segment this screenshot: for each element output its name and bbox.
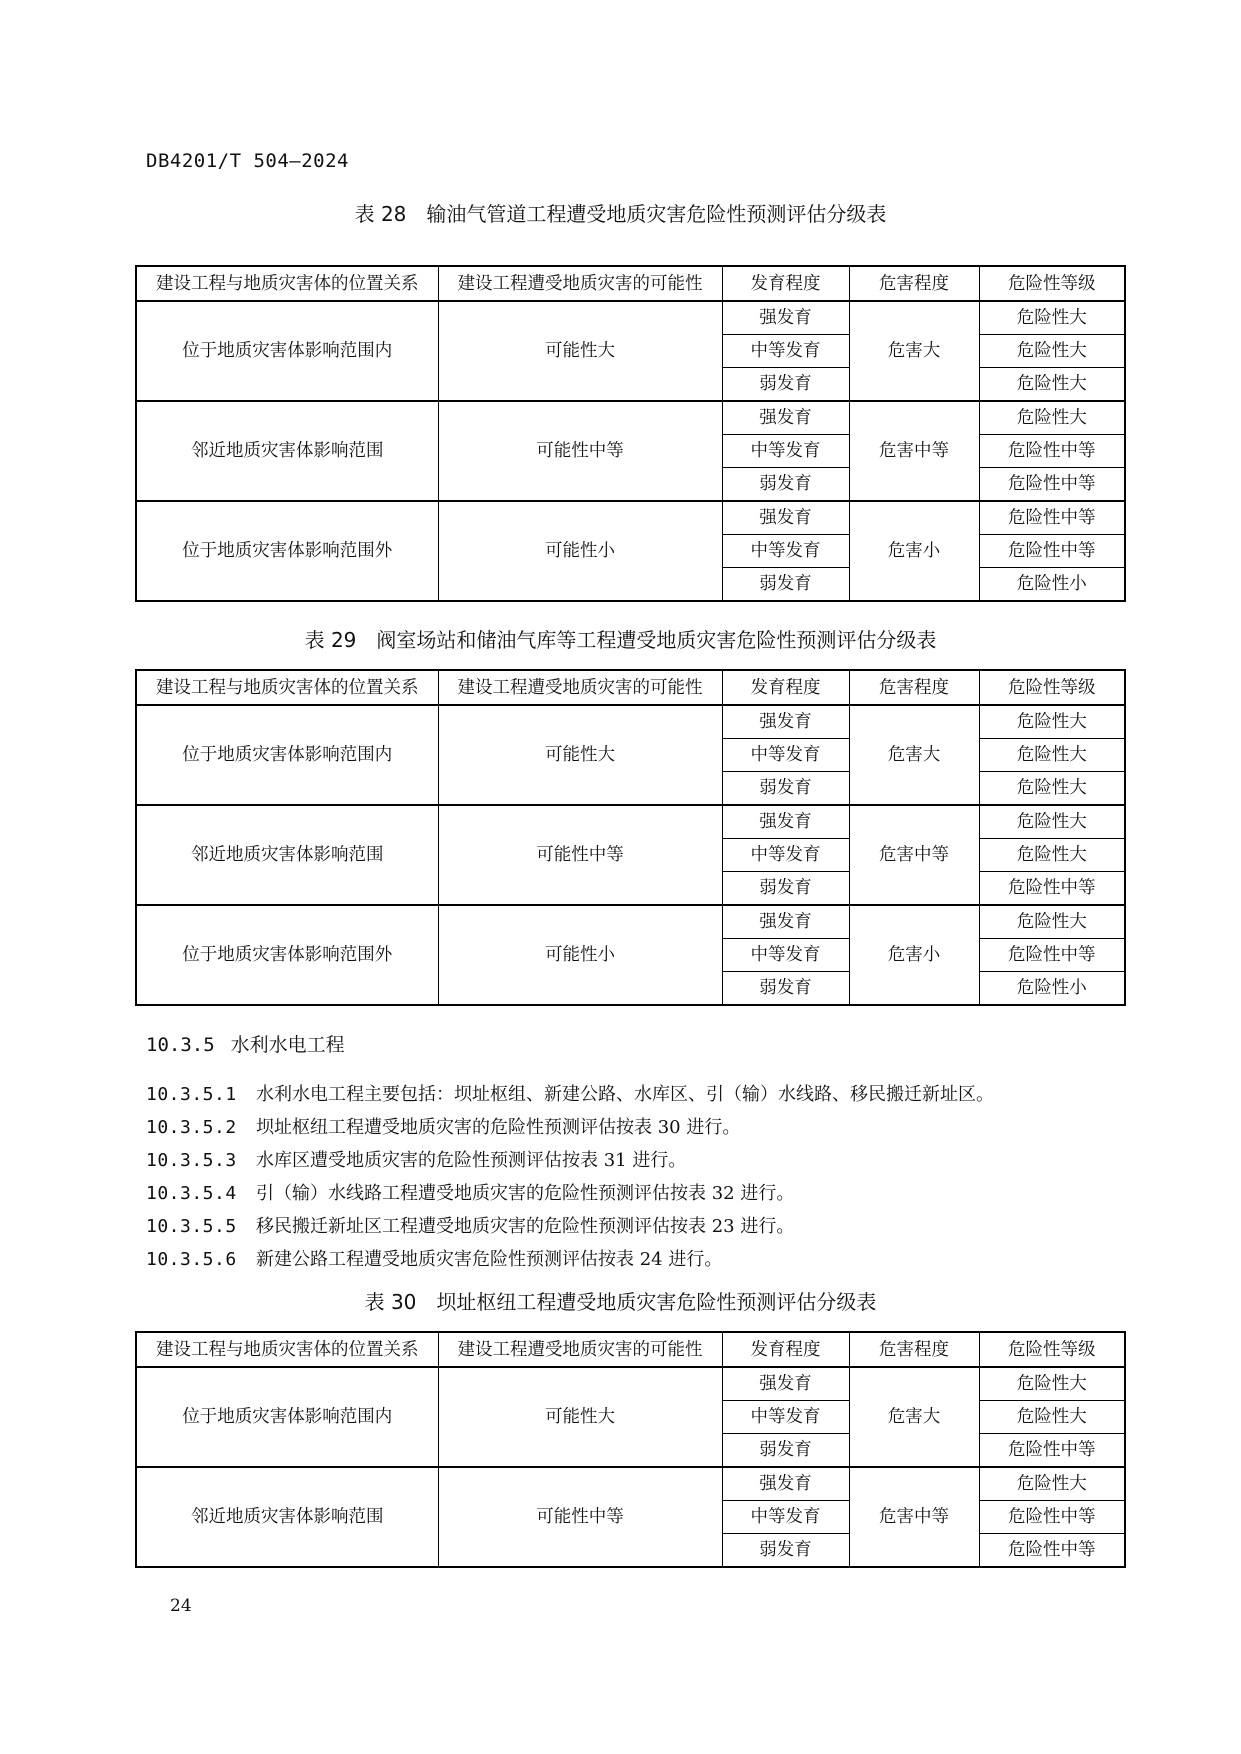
possibility-cell: 可能性中等: [438, 1467, 722, 1567]
risk-level-cell: 危险性大: [979, 335, 1125, 368]
risk-level-cell: 危险性大: [979, 401, 1125, 435]
development-cell: 强发育: [722, 1467, 849, 1501]
development-cell: 中等发育: [722, 839, 849, 872]
risk-level-cell: 危险性小: [979, 972, 1125, 1006]
table-row: [136, 1467, 1125, 1501]
risk-level-cell: 危险性大: [979, 805, 1125, 839]
development-cell: 弱发育: [722, 972, 849, 1006]
column-header: 建设工程遭受地质灾害的可能性: [438, 1332, 722, 1367]
possibility-cell: 可能性小: [438, 905, 722, 1005]
clause-text: 水利水电工程主要包括：坝址枢组、新建公路、水库区、引（输）水线路、移民搬迁新址区。: [256, 1084, 994, 1105]
column-header: 危害程度: [849, 1332, 979, 1367]
possibility-cell: 可能性小: [438, 501, 722, 601]
development-cell: 弱发育: [722, 872, 849, 906]
table-row: [136, 805, 1125, 839]
table-header: [136, 1332, 1125, 1367]
harm-cell: 危害大: [849, 705, 979, 805]
clause-text: 坝址枢纽工程遭受地质灾害的危险性预测评估按表 30 进行。: [256, 1117, 741, 1138]
column-header: 发育程度: [722, 266, 849, 301]
risk-level-cell: 危险性中等: [979, 939, 1125, 972]
column-header: 建设工程遭受地质灾害的可能性: [438, 266, 722, 301]
position-cell: 位于地质灾害体影响范围内: [136, 705, 438, 805]
harm-cell: 危害中等: [849, 805, 979, 905]
risk-level-cell: 危险性中等: [979, 501, 1125, 535]
clause-number: 10.3.5.2: [146, 1117, 237, 1138]
section-heading: [146, 1030, 345, 1057]
development-cell: 中等发育: [722, 1401, 849, 1434]
development-cell: 中等发育: [722, 535, 849, 568]
development-cell: 弱发育: [722, 568, 849, 602]
clause-text: 新建公路工程遭受地质灾害危险性预测评估按表 24 进行。: [256, 1249, 723, 1270]
risk-level-cell: 危险性大: [979, 839, 1125, 872]
development-cell: 弱发育: [722, 1434, 849, 1468]
development-cell: 强发育: [722, 501, 849, 535]
risk-level-cell: 危险性小: [979, 568, 1125, 602]
column-header: 危险性等级: [979, 670, 1125, 705]
clause-number: 10.3.5.1: [146, 1084, 237, 1105]
position-cell: 位于地质灾害体影响范围外: [136, 501, 438, 601]
risk-level-cell: 危险性大: [979, 1401, 1125, 1434]
column-header: 发育程度: [722, 1332, 849, 1367]
clause-text: 水库区遭受地质灾害的危险性预测评估按表 31 进行。: [256, 1150, 687, 1171]
risk-level-cell: 危险性中等: [979, 872, 1125, 906]
table-28: [135, 265, 1126, 602]
risk-level-cell: 危险性大: [979, 368, 1125, 402]
clause-text: 移民搬迁新址区工程遭受地质灾害的危险性预测评估按表 23 进行。: [256, 1216, 795, 1237]
development-cell: 弱发育: [722, 368, 849, 402]
column-header: 发育程度: [722, 670, 849, 705]
table-28-caption: 表 28 输油气管道工程遭受地质灾害危险性预测评估分级表: [354, 202, 887, 226]
possibility-cell: 可能性中等: [438, 805, 722, 905]
header-row: [136, 1332, 1125, 1367]
development-cell: 强发育: [722, 1367, 849, 1401]
risk-level-cell: 危险性中等: [979, 468, 1125, 502]
harm-cell: 危害中等: [849, 401, 979, 501]
harm-cell: 危害中等: [849, 1467, 979, 1567]
table-29: [135, 669, 1126, 1006]
risk-level-cell: 危险性大: [979, 1367, 1125, 1401]
header-row: [136, 670, 1125, 705]
document-code: DB4201/T 504—2024: [146, 150, 349, 172]
table-row: [136, 301, 1125, 335]
clause-item: [146, 1111, 1146, 1144]
risk-level-cell: 危险性中等: [979, 1534, 1125, 1568]
column-header: 危害程度: [849, 670, 979, 705]
development-cell: 弱发育: [722, 772, 849, 806]
harm-cell: 危害小: [849, 905, 979, 1005]
clause-text: 引（输）水线路工程遭受地质灾害的危险性预测评估按表 32 进行。: [256, 1183, 795, 1204]
section-title: 水利水电工程: [230, 1034, 345, 1056]
risk-level-cell: 危险性大: [979, 705, 1125, 739]
clause-number: 10.3.5.5: [146, 1216, 237, 1237]
risk-level-cell: 危险性中等: [979, 1434, 1125, 1468]
possibility-cell: 可能性大: [438, 301, 722, 401]
table-row: [136, 501, 1125, 535]
development-cell: 弱发育: [722, 468, 849, 502]
position-cell: 邻近地质灾害体影响范围: [136, 1467, 438, 1567]
clause-item: [146, 1078, 1146, 1111]
clause-item: [146, 1177, 1146, 1210]
risk-level-cell: 危险性中等: [979, 1501, 1125, 1534]
table-30: [135, 1331, 1126, 1568]
development-cell: 中等发育: [722, 739, 849, 772]
table-row: [136, 401, 1125, 435]
section-number: 10.3.5: [146, 1034, 215, 1056]
table-row: [136, 1367, 1125, 1401]
clause-number: 10.3.5.3: [146, 1150, 237, 1171]
column-header: 建设工程与地质灾害体的位置关系: [136, 670, 438, 705]
harm-cell: 危害大: [849, 1367, 979, 1467]
development-cell: 中等发育: [722, 1501, 849, 1534]
risk-level-cell: 危险性大: [979, 905, 1125, 939]
clause-list: [146, 1078, 1146, 1276]
development-cell: 中等发育: [722, 939, 849, 972]
position-cell: 邻近地质灾害体影响范围: [136, 805, 438, 905]
position-cell: 邻近地质灾害体影响范围: [136, 401, 438, 501]
table-29-caption: 表 29 阀室场站和储油气库等工程遭受地质灾害危险性预测评估分级表: [304, 628, 937, 652]
column-header: 危险性等级: [979, 1332, 1125, 1367]
column-header: 建设工程与地质灾害体的位置关系: [136, 266, 438, 301]
header-row: [136, 266, 1125, 301]
development-cell: 强发育: [722, 805, 849, 839]
table-header: [136, 670, 1125, 705]
risk-level-cell: 危险性中等: [979, 535, 1125, 568]
clause-number: 10.3.5.6: [146, 1249, 237, 1270]
risk-level-cell: 危险性大: [979, 1467, 1125, 1501]
risk-level-cell: 危险性大: [979, 301, 1125, 335]
column-header: 建设工程遭受地质灾害的可能性: [438, 670, 722, 705]
column-header: 危害程度: [849, 266, 979, 301]
risk-level-cell: 危险性大: [979, 772, 1125, 806]
table-header: [136, 266, 1125, 301]
risk-level-cell: 危险性大: [979, 739, 1125, 772]
harm-cell: 危害大: [849, 301, 979, 401]
development-cell: 强发育: [722, 705, 849, 739]
table-row: [136, 705, 1125, 739]
table-30-caption: 表 30 坝址枢纽工程遭受地质灾害危险性预测评估分级表: [364, 1290, 877, 1314]
possibility-cell: 可能性中等: [438, 401, 722, 501]
position-cell: 位于地质灾害体影响范围外: [136, 905, 438, 1005]
page-number: 24: [170, 1596, 192, 1616]
position-cell: 位于地质灾害体影响范围内: [136, 301, 438, 401]
clause-number: 10.3.5.4: [146, 1183, 237, 1204]
table-row: [136, 905, 1125, 939]
development-cell: 中等发育: [722, 335, 849, 368]
clause-item: [146, 1243, 1146, 1276]
possibility-cell: 可能性大: [438, 1367, 722, 1467]
risk-level-cell: 危险性中等: [979, 435, 1125, 468]
clause-item: [146, 1210, 1146, 1243]
column-header: 建设工程与地质灾害体的位置关系: [136, 1332, 438, 1367]
development-cell: 中等发育: [722, 435, 849, 468]
clause-item: [146, 1144, 1146, 1177]
position-cell: 位于地质灾害体影响范围内: [136, 1367, 438, 1467]
possibility-cell: 可能性大: [438, 705, 722, 805]
column-header: 危险性等级: [979, 266, 1125, 301]
harm-cell: 危害小: [849, 501, 979, 601]
development-cell: 弱发育: [722, 1534, 849, 1568]
development-cell: 强发育: [722, 905, 849, 939]
development-cell: 强发育: [722, 401, 849, 435]
development-cell: 强发育: [722, 301, 849, 335]
